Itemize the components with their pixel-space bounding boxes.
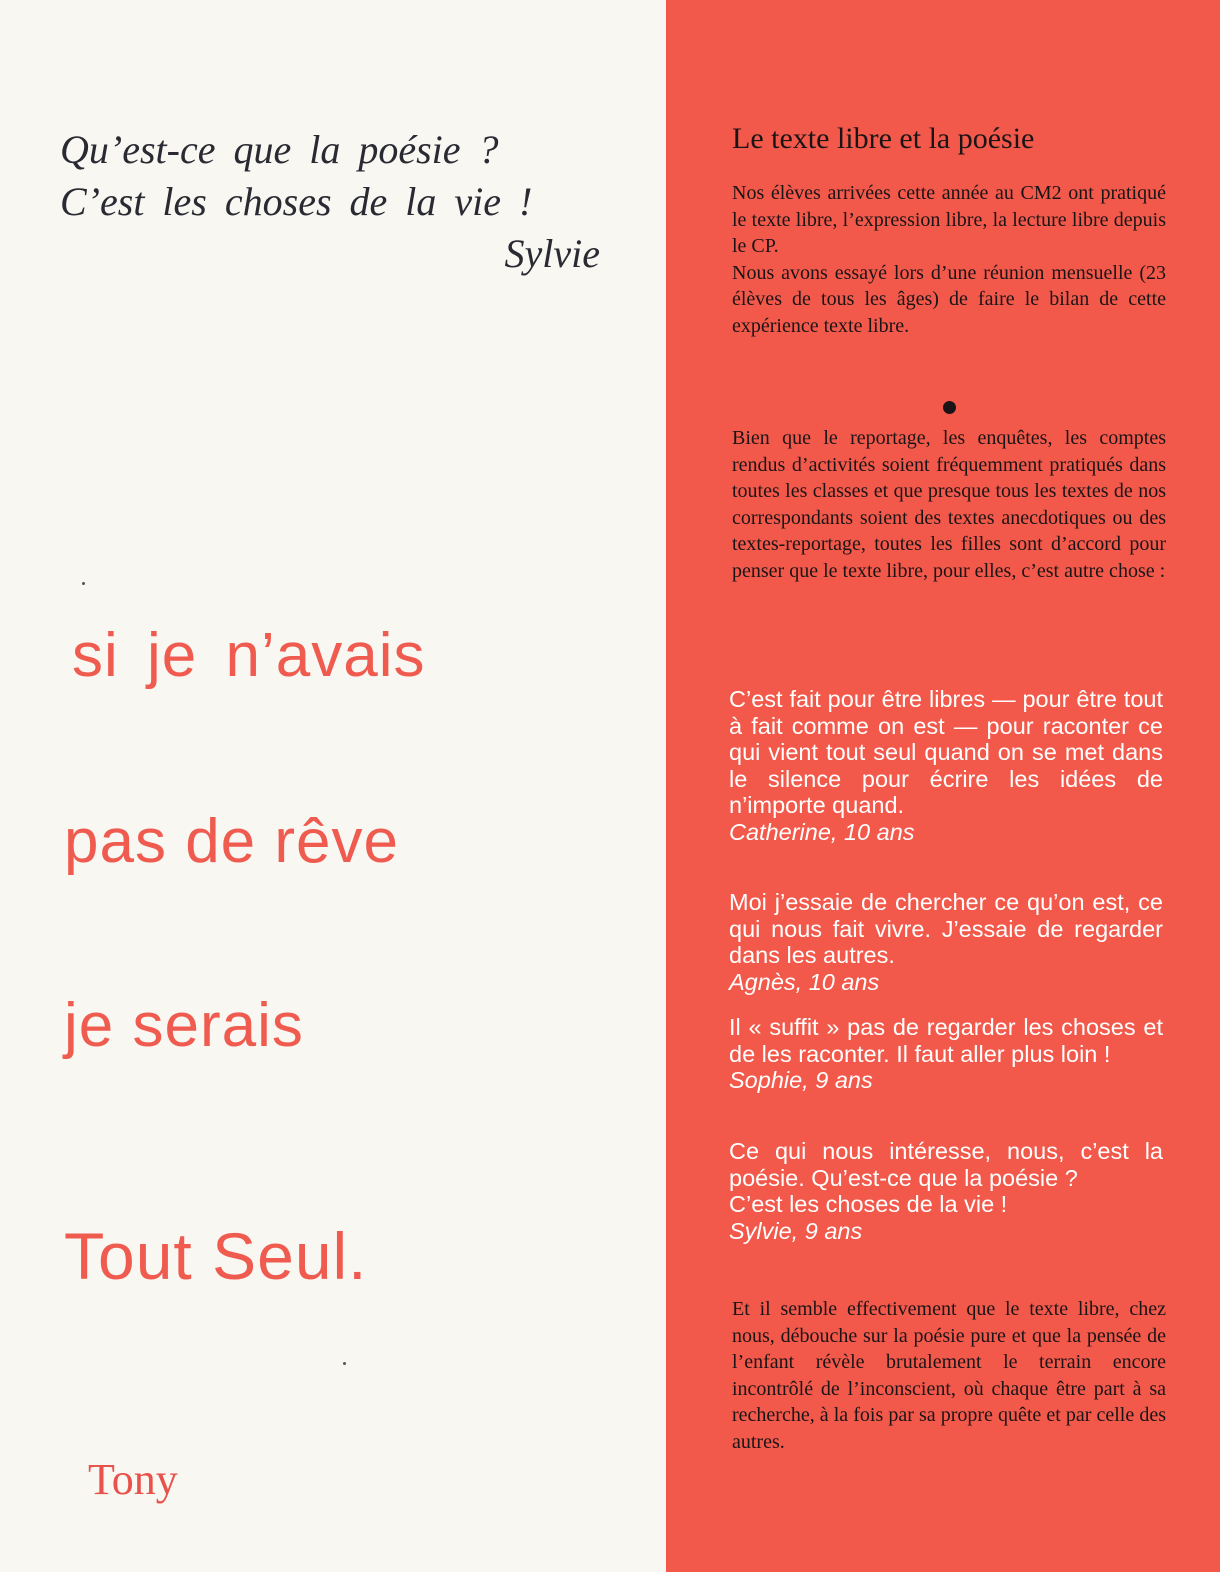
- testimony-text: Moi j’essaie de chercher ce qu’on est, ce qui nous fait vivre. J’essaie de regarder dans les autres.: [729, 889, 1163, 968]
- testimony-catherine: [729, 686, 1163, 845]
- testimony-text: Ce qui nous intéresse, nous, c’est la poésie. Qu’est-ce que la poésie ?: [729, 1138, 1163, 1191]
- speck-dot: [343, 1362, 346, 1365]
- epigraph-quote: [60, 124, 600, 280]
- intro-text-1: Nos élèves arrivées cette année au CM2 ont pratiqué le texte libre, l’expression libre, la lecture libre depuis le CP.: [732, 182, 1166, 257]
- epigraph-line-2: C’est les choses de la vie !: [60, 179, 533, 224]
- poem-line-4: Tout Seul.: [64, 1219, 368, 1293]
- testimony-text-2: C’est les choses de la vie !: [729, 1191, 1008, 1217]
- testimony-author: Sophie, 9 ans: [729, 1067, 873, 1093]
- testimony-sylvie: [729, 1138, 1163, 1244]
- testimony-agnes: [729, 889, 1163, 995]
- poem-line-3: je serais: [64, 991, 304, 1060]
- epigraph-signature: Sylvie: [504, 231, 600, 276]
- article-title: Le texte libre et la poésie: [732, 122, 1035, 155]
- testimony-sophie: [729, 1014, 1163, 1094]
- poem-line-1: si je n’avais: [72, 621, 426, 690]
- intro-paragraph-2: Bien que le reportage, les enquêtes, les comptes rendus d’activités soient fréquemment pratiqués dans toutes les classes et que presque tous les textes de nos correspondants soient des textes anecdotiques ou des textes-reportage, toutes les filles sont d’accord pour penser que le texte libre, pour elles, c’est autre chose :: [732, 427, 1166, 582]
- bullet-separator: [943, 401, 956, 414]
- testimony-author: Catherine, 10 ans: [729, 818, 915, 845]
- conclusion-paragraph: Et il semble effectivement que le texte libre, chez nous, débouche sur la poésie pure et que la pensée de l’enfant révèle brutalement le terrain encore incontrôlé de l’inconscient, où chaque être part à sa recherche, à la fois par sa propre quête et par celle des autres.: [732, 1298, 1166, 1453]
- testimony-text: Il « suffit » pas de regarder les choses et de les raconter. Il faut aller plus loin !: [729, 1014, 1163, 1067]
- speck-dot: [82, 582, 85, 585]
- testimony-author: Sylvie, 9 ans: [729, 1217, 863, 1244]
- poem-author: Tony: [88, 1455, 178, 1504]
- testimony-author: Agnès, 10 ans: [729, 968, 880, 995]
- poem-line-2: pas de rêve: [64, 807, 399, 876]
- intro-paragraph-1: [732, 180, 1166, 339]
- epigraph-line-1: Qu’est-ce que la poésie ?: [60, 127, 499, 172]
- intro-text-1b: Nous avons essayé lors d’une réunion mensuelle (23 élèves de tous les âges) de faire le bilan de cette expérience texte libre.: [732, 261, 1166, 337]
- testimony-text: C’est fait pour être libres — pour être tout à fait comme on est — pour raconter ce qui vient tout seul quand on se met dans le silence pour écrire les idées de n’importe quand.: [729, 686, 1163, 818]
